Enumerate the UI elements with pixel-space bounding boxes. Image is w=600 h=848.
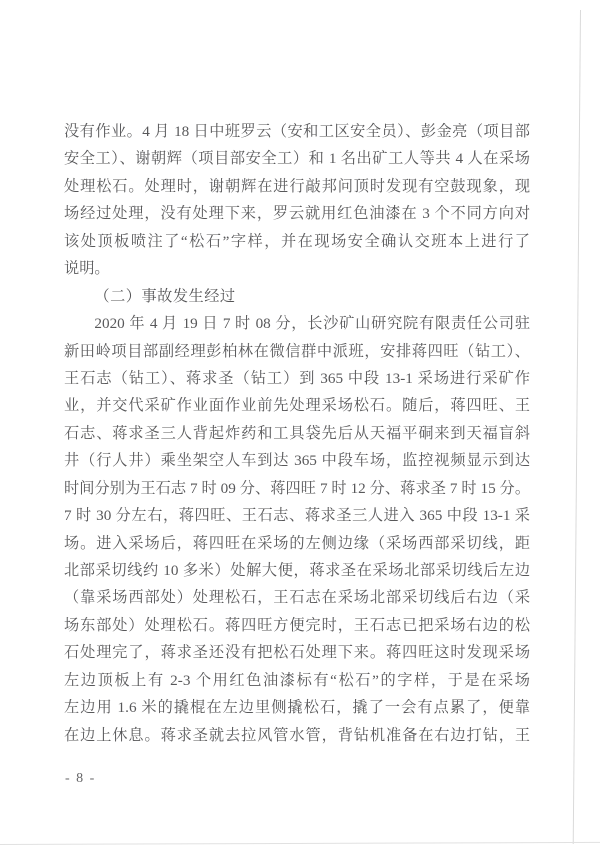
text-line: 井（行人井）乘坐架空人车到达 365 中段车场，监控视频显示到达 [64, 452, 530, 470]
scan-edge-bottom [0, 842, 600, 845]
text-line: 场。进入采场后，蒋四旺在采场的左侧边缘（采场西部采切线，距 [64, 534, 530, 552]
text-line: （靠采场西部处）处理松石，王石志在采场北部采切线后右边（采 [64, 589, 530, 607]
section-heading: （二）事故发生经过 [94, 287, 236, 305]
text-line: 在边上休息。蒋求圣就去拉风管水管，背钻机准备在右边打钻，王 [64, 726, 530, 744]
text-line: 该处顶板喷注了“松石”字样，并在现场安全确认交班本上进行了 [64, 232, 530, 250]
text-line: 时间分别为王石志 7 时 09 分、蒋四旺 7 时 12 分、蒋求圣 7 时 15 分。 [64, 479, 530, 497]
text-line: 2020 年 4 月 19 日 7 时 08 分，长沙矿山研究院有限责任公司驻 [94, 315, 530, 333]
page-number: - 8 - [65, 771, 96, 786]
text-line: 北部采切线约 10 多米）处解大便，蒋求圣在采场北部采切线后左边 [64, 562, 530, 579]
text-line: 业，并交代采矿作业面作业前先处理采场松石。随后，蒋四旺、王 [64, 397, 530, 415]
text-line: 石处理完了，蒋求圣还没有把松石处理下来。蒋四旺这时发现采场 [64, 644, 530, 662]
text-line: 左边用 1.6 米的撬棍在左边里侧撬松石，撬了一会有点累了，便靠 [64, 699, 530, 717]
text-line: 王石志（钻工）、蒋求圣（钻工）到 365 中段 13-1 采场进行采矿作 [64, 369, 530, 387]
text-line: 处理松石。处理时，谢朝辉在进行敲邦问顶时发现有空鼓现象，现 [64, 177, 530, 195]
text-line: 石志、蒋求圣三人背起炸药和工具袋先后从天福平硐来到天福盲斜 [64, 424, 530, 442]
text-line: 场经过处理，没有处理下来，罗云就用红色油漆在 3 个不同方向对 [64, 205, 530, 223]
text-line: 没有作业。4 月 18 日中班罗云（安和工区安全员）、彭金亮（项目部 [64, 123, 530, 140]
text-line: 场东部处）处理松石。蒋四旺方便完时，王石志已把采场右边的松 [64, 616, 530, 634]
document-body [64, 118, 530, 749]
scan-edge-right [573, 10, 581, 844]
text-line: 7 时 30 分左右，蒋四旺、王石志、蒋求圣三人进入 365 中段 13-1 采 [64, 507, 530, 525]
text-line: 左边顶板上有 2-3 个用红色油漆标有“松石”的字样，于是在采场 [64, 671, 530, 689]
text-line: 说明。 [64, 260, 110, 278]
text-line: 新田岭项目部副经理彭柏林在微信群中派班，安排蒋四旺（钻工）、 [64, 342, 530, 360]
text-line: 安全工）、谢朝辉（项目部安全工）和 1 名出矿工人等共 4 人在采场 [64, 150, 530, 168]
